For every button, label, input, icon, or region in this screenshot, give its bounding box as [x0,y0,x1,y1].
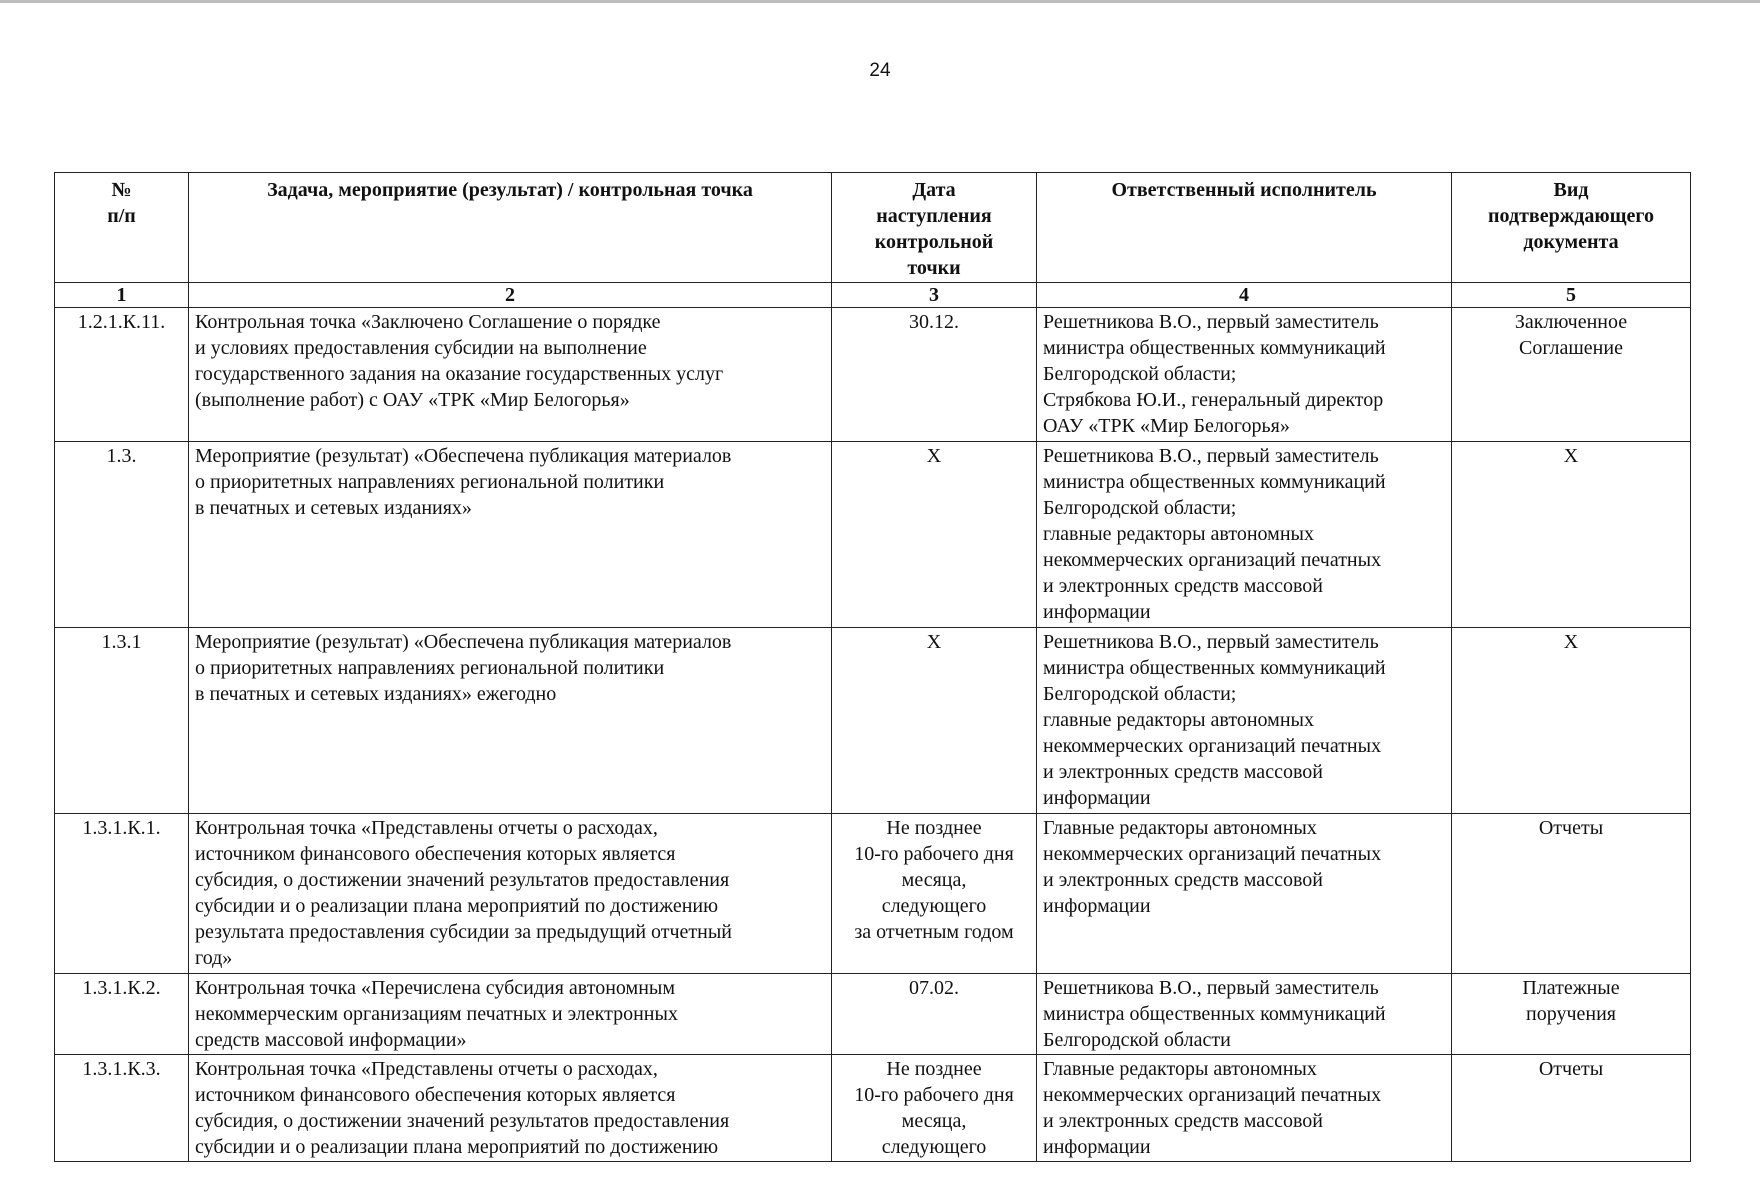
row-number: 1.3.1.К.2. [55,974,189,1055]
row-responsible: Решетникова В.О., первый заместитель министра общественных коммуникаций Белгородской области; Стрябкова Ю.И., генеральный директор ОАУ «ТРК «Мир Белогорья» [1037,308,1452,442]
row-date: 30.12. [832,308,1037,442]
header-responsible: Ответственный исполнитель [1037,173,1452,283]
table-row [55,308,1691,442]
row-task: Мероприятие (результат) «Обеспечена публикация материалов о приоритетных направлениях региональной политики в печатных и сетевых изданиях» [189,442,832,628]
row-document: Х [1452,442,1691,628]
column-number-row [55,283,1691,308]
row-date: Х [832,442,1037,628]
column-number: 4 [1037,283,1452,308]
row-task: Контрольная точка «Перечислена субсидия автономным некоммерческим организациям печатных и электронных средств массовой информации» [189,974,832,1055]
row-date: Не позднее 10-го рабочего дня месяца, следующего [832,1055,1037,1162]
row-document: Отчеты [1452,814,1691,974]
column-number: 3 [832,283,1037,308]
row-responsible: Решетникова В.О., первый заместитель министра общественных коммуникаций Белгородской области [1037,974,1452,1055]
row-document: Платежные поручения [1452,974,1691,1055]
row-date: Х [832,628,1037,814]
plan-table [54,172,1691,1162]
row-responsible: Главные редакторы автономных некоммерческих организаций печатных и электронных средств массовой информации [1037,814,1452,974]
table-row [55,814,1691,974]
table-row [55,442,1691,628]
row-responsible: Решетникова В.О., первый заместитель министра общественных коммуникаций Белгородской области; главные редакторы автономных некоммерческих организаций печатных и электронных средств массовой информации [1037,442,1452,628]
row-task: Контрольная точка «Представлены отчеты о расходах, источником финансового обеспечения которых является субсидия, о достижении значений результатов предоставления субсидии и о реализации плана мероприятий по достижению [189,1055,832,1162]
row-task: Мероприятие (результат) «Обеспечена публикация материалов о приоритетных направлениях региональной политики в печатных и сетевых изданиях» ежегодно [189,628,832,814]
table-row [55,1055,1691,1162]
column-number: 1 [55,283,189,308]
row-document: Х [1452,628,1691,814]
column-number: 5 [1452,283,1691,308]
row-number: 1.2.1.К.11. [55,308,189,442]
row-responsible: Решетникова В.О., первый заместитель министра общественных коммуникаций Белгородской области; главные редакторы автономных некоммерческих организаций печатных и электронных средств массовой информации [1037,628,1452,814]
header-document: Вид подтверждающего документа [1452,173,1691,283]
row-number: 1.3.1.К.1. [55,814,189,974]
table-header-row [55,173,1691,283]
row-date: 07.02. [832,974,1037,1055]
table-row [55,974,1691,1055]
scan-top-edge [0,0,1760,3]
row-task: Контрольная точка «Заключено Соглашение о порядке и условиях предоставления субсидии на выполнение государственного задания на оказание государственных услуг (выполнение работ) с ОАУ «ТРК «Мир Белогорья» [189,308,832,442]
row-number: 1.3.1 [55,628,189,814]
row-number: 1.3.1.К.3. [55,1055,189,1162]
row-responsible: Главные редакторы автономных некоммерческих организаций печатных и электронных средств массовой информации [1037,1055,1452,1162]
row-document: Отчеты [1452,1055,1691,1162]
page-number: 24 [869,60,891,81]
header-task: Задача, мероприятие (результат) / контрольная точка [189,173,832,283]
row-document: Заключенное Соглашение [1452,308,1691,442]
header-date: Дата наступления контрольной точки [832,173,1037,283]
column-number: 2 [189,283,832,308]
header-number: № п/п [55,173,189,283]
row-number: 1.3. [55,442,189,628]
row-date: Не позднее 10-го рабочего дня месяца, следующего за отчетным годом [832,814,1037,974]
row-task: Контрольная точка «Представлены отчеты о расходах, источником финансового обеспечения которых является субсидия, о достижении значений результатов предоставления субсидии и о реализации плана мероприятий по достижению результата предоставления субсидии за предыдущий отчетный год» [189,814,832,974]
table-row [55,628,1691,814]
